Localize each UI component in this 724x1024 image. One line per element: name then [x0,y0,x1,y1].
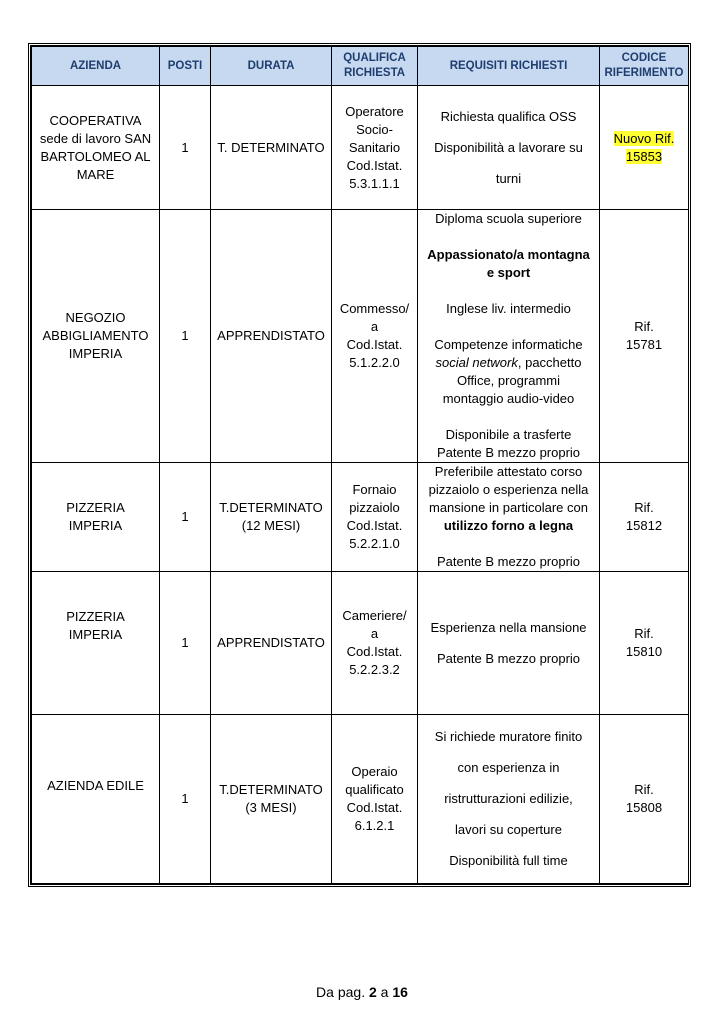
cell-posti: 1 [160,715,211,884]
cell-codice [600,86,689,210]
cell-azienda: PIZZERIA IMPERIA [32,463,160,572]
header-codice-line1: CODICE [621,52,667,64]
cell-durata: APPRENDISTATO [211,210,332,463]
cell-azienda: PIZZERIA IMPERIA [32,572,160,715]
table-header-row [32,47,689,86]
codice-highlight: Nuovo Rif. [613,130,675,146]
header-codice-line2: RIFERIMENTO [604,67,684,79]
header-posti: POSTI [160,47,211,86]
footer-page-number: 2 [368,984,377,1000]
cell-codice: Rif. 15781 [600,210,689,463]
cell-posti: 1 [160,86,211,210]
header-codice [600,47,689,86]
cell-requisiti: Richiesta qualifica OSS Disponibilità a lavorare su turni [418,86,600,210]
cell-durata: T.DETERMINATO (3 MESI) [211,715,332,884]
cell-posti: 1 [160,463,211,572]
table-row [32,86,689,210]
cell-qualifica: Operatore Socio- Sanitario Cod.Istat. 5.3.1.1.1 [332,86,418,210]
cell-posti: 1 [160,572,211,715]
codice-highlight: 15853 [625,148,663,164]
cell-posti: 1 [160,210,211,463]
header-azienda: AZIENDA [32,47,160,86]
page-footer [0,984,724,1000]
cell-codice: Rif. 15812 [600,463,689,572]
cell-qualifica: Cameriere/ a Cod.Istat. 5.2.2.3.2 [332,572,418,715]
table-row [32,210,689,463]
table-row [32,463,689,572]
header-durata: DURATA [211,47,332,86]
job-offers-table [31,46,689,884]
header-qualifica [332,47,418,86]
footer-total-pages: 16 [392,984,408,1000]
cell-requisiti: Diploma scuola superiore Appassionato/a montagna e sport Inglese liv. intermedio Competenze informatiche social network, pacchetto Office, programmi montaggio audio-video Disponibile a trasferte Patente B mezzo proprio [418,210,600,463]
table-row [32,572,689,715]
table-row [32,715,689,884]
cell-qualifica: Fornaio pizzaiolo Cod.Istat. 5.2.2.1.0 [332,463,418,572]
cell-requisiti: Preferibile attestato corso pizzaiolo o esperienza nella mansione in particolare con utilizzo forno a legna Patente B mezzo proprio [418,463,600,572]
footer-mid: a [380,984,389,1000]
cell-codice: Rif. 15810 [600,572,689,715]
header-requisiti: REQUISITI RICHIESTI [418,47,600,86]
header-qualifica-line2: RICHIESTA [343,67,406,79]
header-qualifica-line1: QUALIFICA [343,52,406,64]
cell-requisiti: Esperienza nella mansione Patente B mezzo proprio [418,572,600,715]
cell-durata: T.DETERMINATO (12 MESI) [211,463,332,572]
job-offers-table-frame [28,43,691,887]
cell-durata: T. DETERMINATO [211,86,332,210]
cell-azienda: COOPERATIVA sede di lavoro SAN BARTOLOMEO AL MARE [32,86,160,210]
cell-azienda: AZIENDA EDILE [32,715,160,884]
footer-prefix: Da pag. [316,984,366,1000]
cell-requisiti: Si richiede muratore finito con esperienza in ristrutturazioni edilizie, lavori su coperture Disponibilità full time [418,715,600,884]
cell-azienda: NEGOZIO ABBIGLIAMENTO IMPERIA [32,210,160,463]
cell-qualifica: Commesso/ a Cod.Istat. 5.1.2.2.0 [332,210,418,463]
cell-durata: APPRENDISTATO [211,572,332,715]
cell-qualifica: Operaio qualificato Cod.Istat. 6.1.2.1 [332,715,418,884]
cell-codice: Rif. 15808 [600,715,689,884]
